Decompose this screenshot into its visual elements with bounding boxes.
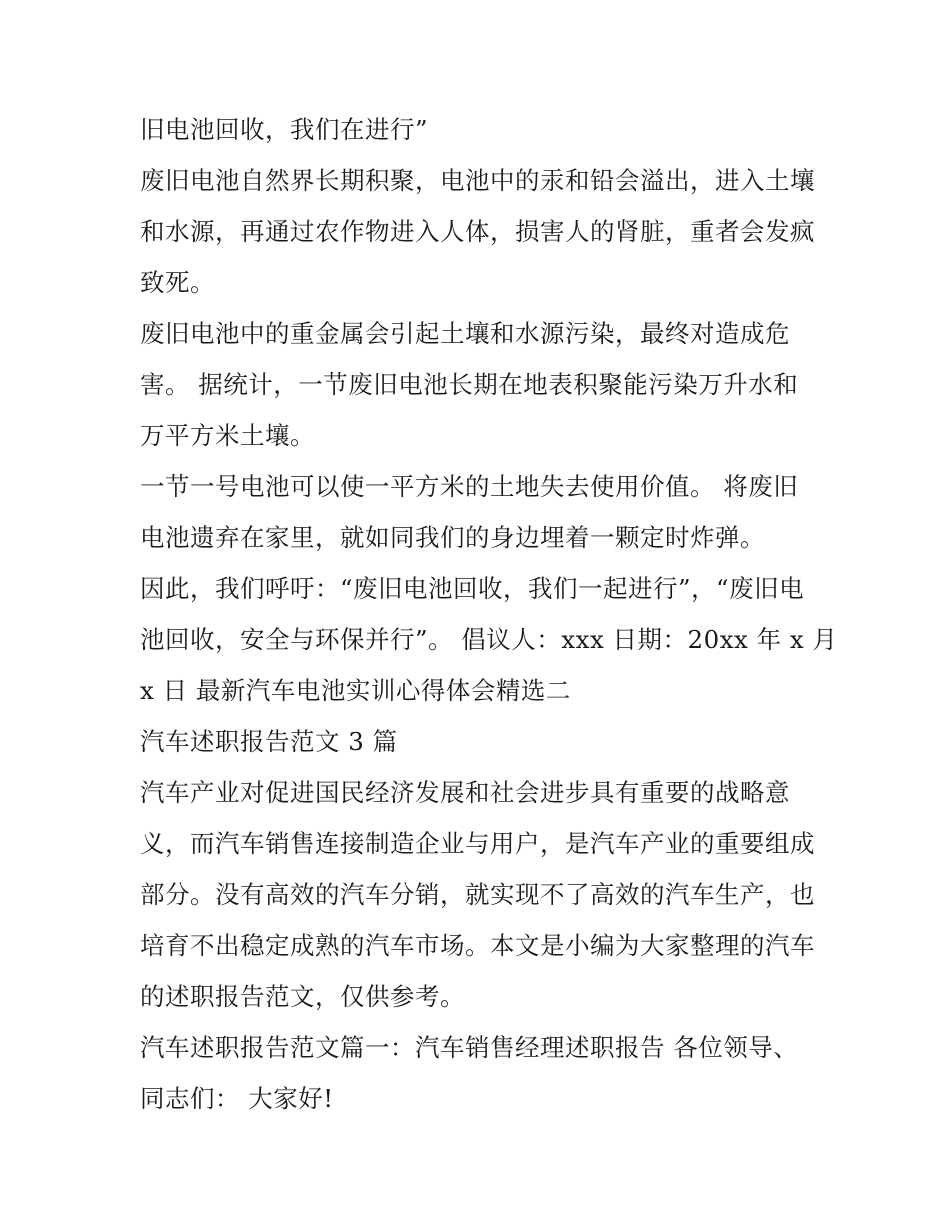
text-line: 汽车产业对促进国民经济发展和社会进步具有重要的战略意 bbox=[140, 778, 790, 807]
section-heading: 汽车述职报告范文 3 篇 bbox=[140, 727, 398, 756]
text-line: 的述职报告范文，仅供参考。 bbox=[140, 982, 465, 1011]
text-line: 废旧电池自然界长期积聚，电池中的汞和铅会溢出，进入土壤 bbox=[140, 166, 815, 195]
text-line: 义，而汽车销售连接制造企业与用户，是汽车产业的重要组成 bbox=[140, 829, 815, 858]
text-line: 一节一号电池可以使一平方米的土地失去使用价值。 将废旧 bbox=[140, 472, 799, 501]
text-line: x 日 最新汽车电池实训心得体会精选二 bbox=[140, 676, 571, 705]
text-line: 电池遗弃在家里，就如同我们的身边埋着一颗定时炸弹。 bbox=[140, 523, 765, 552]
text-line: 旧电池回收，我们在进行” bbox=[140, 115, 429, 144]
text-line: 害。 据统计，一节废旧电池长期在地表积聚能污染万升水和 bbox=[140, 370, 799, 399]
text-line: 致死。 bbox=[140, 268, 215, 297]
document-body bbox=[140, 104, 838, 1124]
text-line: 废旧电池中的重金属会引起土壤和水源污染，最终对造成危 bbox=[140, 319, 790, 348]
text-line: 部分。没有高效的汽车分销，就实现不了高效的汽车生产，也 bbox=[140, 880, 815, 909]
text-line: 因此，我们呼吁：“废旧电池回收，我们一起进行”，“废旧电 bbox=[140, 574, 805, 603]
text-line: 同志们： 大家好! bbox=[140, 1084, 334, 1113]
text-line: 万平方米土壤。 bbox=[140, 421, 315, 450]
text-line: 和水源，再通过农作物进入人体，损害人的肾脏，重者会发疯 bbox=[140, 217, 815, 246]
text-line: 汽车述职报告范文篇一：汽车销售经理述职报告 各位领导、 bbox=[140, 1033, 799, 1062]
text-line: 培育不出稳定成熟的汽车市场。本文是小编为大家整理的汽车 bbox=[140, 931, 815, 960]
text-line: 池回收，安全与环保并行”。 倡议人：xxx 日期：20xx 年 x 月 bbox=[140, 625, 838, 654]
